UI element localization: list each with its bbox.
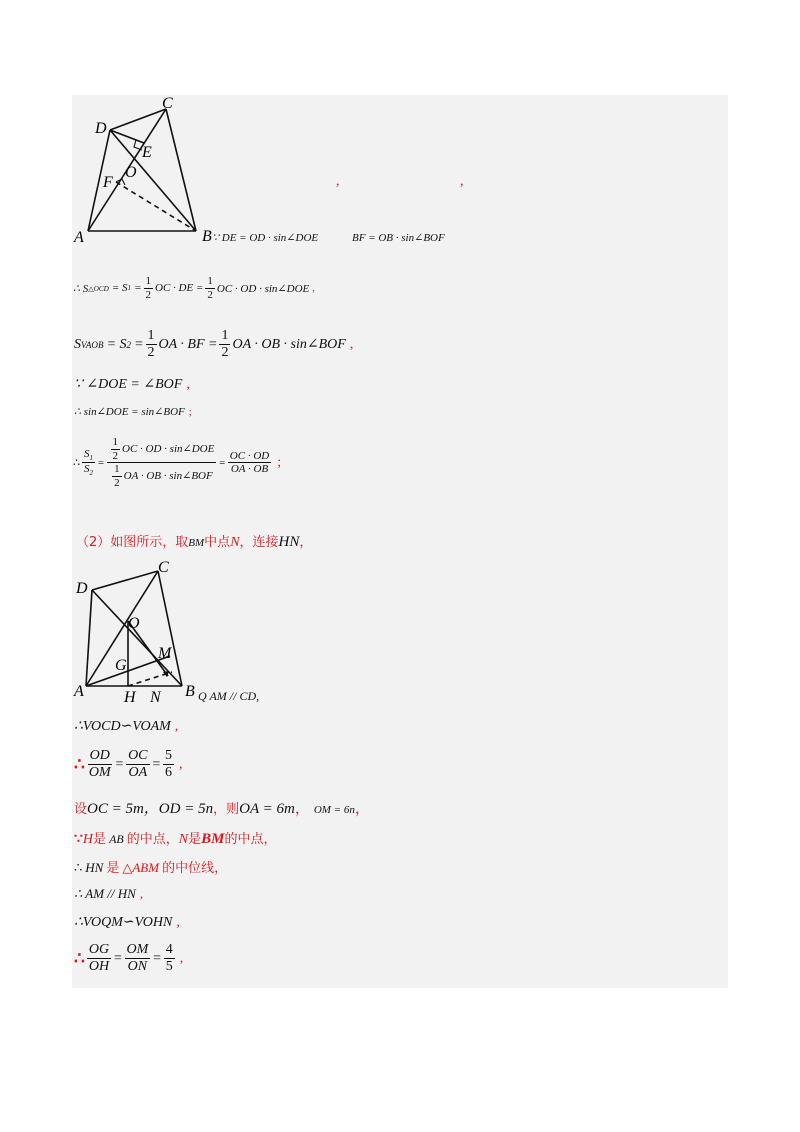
fig2-label-n: N [150, 689, 161, 703]
part2-heading: （2）如图所示，取BM中点N，连接HN， [76, 534, 313, 550]
fig1-label-b: B [202, 228, 212, 245]
line1-bf-formula: BF = OB · sin∠BOF [352, 232, 445, 244]
line12-midline: ∴ HN 是 △ABM 的中位线， [74, 860, 228, 876]
fig1-label-f: F [103, 174, 113, 191]
fig1-perp-bf [116, 182, 196, 231]
line0-comma1: , [336, 174, 340, 189]
line9-ratio-five-sixths: ∴ $\frac{OD}{OM}$ = $\frac{OC}{OA}$ = $\frac{5}{6}$ , [74, 748, 183, 781]
fig1-side-dc [110, 109, 166, 130]
line1-de-formula: ∵ DE = OD · sin∠DOE [212, 232, 319, 244]
fig1-label-o: O [125, 164, 137, 181]
line6-area-ratio: ∴ $\frac{S_1}{S_2}$ = $\frac{1}{2}$ OC · OD · sin∠DOE $\frac{1}{2}$ OA · OB · sin∠BOF = $\frac{OC \cdot OD}{OA \cdot OB}$ ; [73, 436, 282, 489]
fig2-label-d: D [76, 580, 88, 597]
line3-area-aob: S VAOB = S 2 = $\frac{1}{2}$ OA · BF = $\frac{1}{2}$ OA · OB · sin∠BOF , [74, 328, 354, 361]
fig2-label-g: G [115, 657, 127, 674]
fig2-side-ad [86, 590, 92, 686]
line4-angle-equal: ∵ ∠DOE = ∠BOF , [74, 377, 190, 392]
line8-similar-ocd-oam: ∴VOCD∽VOAM , [74, 719, 179, 734]
line11-midpoints: ∵ H 是 AB 的中点， N 是 BM 的中点， [74, 831, 277, 847]
geometry-figure-2 [72, 558, 202, 703]
fig1-label-a: A [74, 229, 84, 246]
line5-sine-equal: ∴ sin∠DOE = sin∠BOF ; [74, 406, 192, 418]
fig2-label-b: B [185, 683, 195, 700]
fig2-side-cb [158, 571, 182, 686]
line0-comma2: , [460, 174, 464, 189]
fig2-label-o: O [128, 615, 140, 632]
fig1-label-d: D [95, 120, 107, 137]
line13-am-parallel-hn: ∴ AM // HN , [74, 886, 144, 901]
line14-similar-oqm-ohn: ∴VOQM∽VOHN , [74, 915, 180, 930]
line7-am-parallel-cd: Q AM // CD, [198, 689, 260, 703]
fig1-label-c: C [162, 95, 173, 112]
fig2-label-c: C [158, 559, 169, 576]
line10-let-values: 设 OC = 5m，OD = 5n ，则 OA = 6m ， OM = 6n ， [74, 801, 370, 817]
line15-ratio-four-fifths: ∴ $\frac{OG}{OH}$ = $\frac{OM}{ON}$ = $\frac{4}{5}$ , [74, 942, 184, 975]
line2-area-ocd: ∴ S △OCD = S 1 = $\frac{1}{2}$ OC · DE = $\frac{1}{2}$ OC · OD · sin∠DOE , [73, 275, 315, 301]
geometry-figure-1 [72, 95, 222, 250]
fig1-label-e: E [142, 144, 152, 161]
fig2-label-h: H [124, 689, 136, 703]
fig2-label-a: A [74, 683, 84, 700]
fig2-label-m: M [158, 645, 172, 662]
